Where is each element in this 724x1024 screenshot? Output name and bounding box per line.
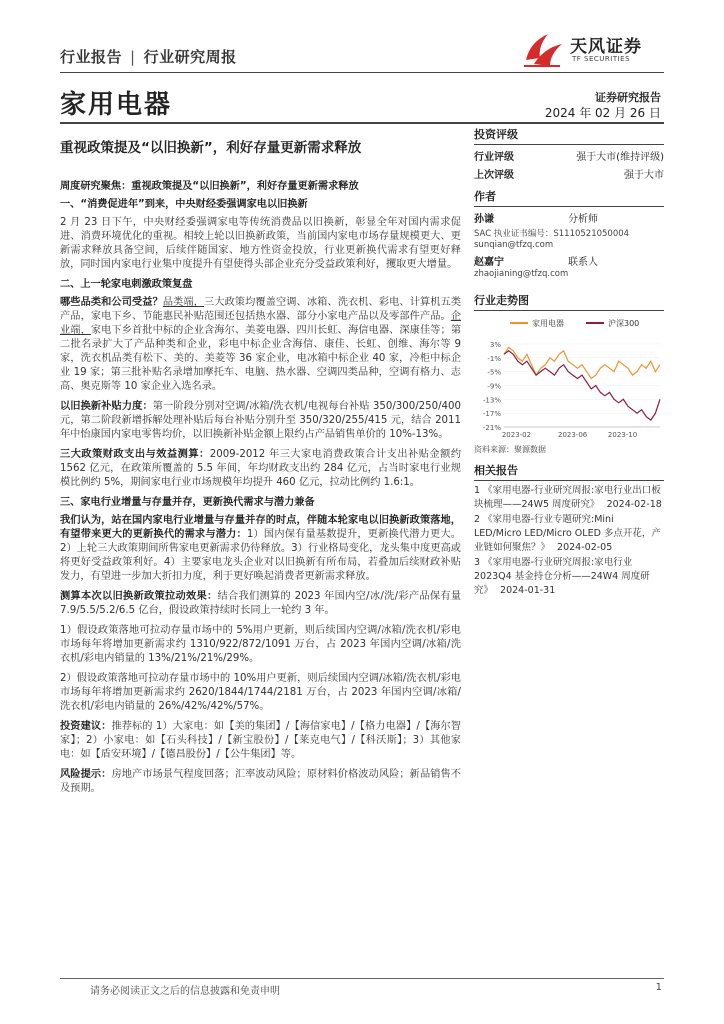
y-tick-label: -17%: [482, 410, 501, 419]
rating-value: 强于大市(维持评级): [576, 152, 664, 163]
company-logo: [520, 28, 664, 74]
related-item[interactable]: [474, 556, 664, 598]
paragraph-3: [60, 400, 461, 442]
paragraph-5-text: 1）国内保有量基数提升，更新换代潜力更大。2）上轮三大政策期间所售家电更新需求仍待释放。3）行业格局变化，龙头集中度更高或将更好受益政策利好。4）主要家电龙头企业对以旧换新有所布局，若叠加后续财政补贴发力，有望进一步加大折扣力度，利于更好唤起消费者更新需求释放。: [60, 529, 461, 582]
paragraph-3-text: 第一阶段分别对空调/冰箱/洗衣机/电视每台补贴 350/300/250/400 元，第二阶段新增拆解处理补贴后每台补贴分别升至 350/320/255/415 元，结合 2011 年中怡康国内家电零售均价，以旧换新补贴金额上限约占产品销售单价的 10%-13%。: [60, 401, 461, 440]
paragraph-6: [60, 590, 461, 618]
author-name: 孙谦: [474, 214, 494, 225]
rating-label: 上次评级: [474, 170, 514, 181]
paragraph-2-term-2: 企业端，: [60, 311, 461, 336]
page-number: 1: [655, 982, 662, 993]
author-email[interactable]: sunqian@tfzq.com: [474, 240, 554, 250]
y-tick-label: 3%: [489, 340, 501, 349]
related-item-date: 2024-02-18: [606, 499, 662, 510]
legend-label: 沪深300: [608, 319, 640, 328]
paragraph-5-lead: 我们认为，站在国内家电行业增量与存量并存的时点，伴随本轮家电以旧换新政策落地，有望带来更大的更新换代的需求与潜力：: [60, 515, 461, 540]
paragraph-4-text: 2009-2012 年三大家电消费政策合计支出补贴金额约 1562 亿元，在政策所覆盖的 5.5 年间，年均财政支出约 284 亿元，占当时家电行业规模比例约 5%，期间家电行业市场规模年均提升 460 亿元，拉动比例约 1.6:1。: [60, 449, 462, 488]
y-tick-label: -21%: [482, 424, 501, 432]
author-email[interactable]: zhaojianing@tfzq.com: [474, 269, 569, 279]
author-row: [474, 210, 664, 225]
paragraph-10-lead: 风险提示：: [60, 769, 112, 780]
footer-disclaimer: 请务必阅读正文之后的信息披露和免责申明: [90, 986, 280, 997]
related-item-date: 2024-01-31: [500, 585, 556, 596]
rating-row: [474, 166, 664, 181]
section-3-heading: 三、家电行业增量与存量并存，更新换代需求与潜力兼备: [60, 497, 315, 508]
logo-text-en: TF SECURITIES: [572, 55, 631, 63]
category-label: 行业报告: [60, 48, 123, 66]
y-tick-label: -1%: [487, 354, 501, 363]
author-role: 分析师: [568, 214, 598, 225]
paragraph-5: [60, 514, 461, 584]
x-tick-label: 2023-10: [607, 431, 638, 439]
rating-value: 强于大市: [624, 170, 664, 181]
paragraph-2-text-2: 家电下乡首批中标的企业含海尔、美菱电器、四川长虹、海信电器、深康佳等；第二批名录扩大了产品种类和企业，彩电中标企业含海信、康佳、长虹、创维、海尔等 9 家，洗衣机品类有松下、美的、美菱等 36 家企业，电冰箱中标企业 40 家，冷柜中标企业 19 家；第三批补贴名录增加摩托车、电脑、热水器、空调四类品种，空调有格力、志高、奥克斯等 10 家企业入选名录。: [60, 325, 462, 392]
authors-title: 作者: [474, 190, 496, 203]
footer-divider: [60, 978, 664, 979]
related-item-text: 1 《家用电器-行业研究周报:家电行业出口板块梳理——24W5 周度研究》: [474, 485, 661, 510]
related-item-text: 3 《家用电器-行业研究周报:家电行业2023Q4 基金持仓分析——24W4 周度研究》: [474, 557, 650, 596]
paragraph-6-text: 结合我们测算的 2023 年国内空/冰/洗/彩产品保有量 7.9/5.5/5.2/6.5 亿台，假设政策持续时长同上一轮约 3 年。: [60, 591, 462, 616]
logo-emblem-icon: [520, 28, 566, 70]
paragraph-4-lead: 三大政策财政支出与效益测算：: [60, 449, 210, 460]
x-tick-label: 2023-02: [501, 431, 532, 439]
author-cert: SAC 执业证书编号：S1110521050004: [474, 229, 630, 239]
authors-section: [474, 188, 664, 279]
paragraph-7: 1）假设政策落地可拉动存量市场中的 5%用户更新，则后续国内空调/冰箱/洗衣机/彩电市场每年将增加更新需求约 1310/922/872/1091 万台，占 2023 年国内空调/冰箱/洗衣机/彩电内销量的 13%/21%/21%/29%。: [60, 625, 461, 664]
paragraph-1: 2 月 23 日下午，中央财经委强调家电等传统消费品以旧换新，彰显全年对国内需求促进、消费环境优化的重视。相较上轮以旧换新政策，当前国内家电市场存量规模更大、更新需求释放具备空间，后续伴随国家、地方性资金投放，行业更新换代需求有望更好释放，同时国内家电行业集中度提升有望使得头部企业充分受益政策利好，攫取更大增量。: [60, 217, 461, 270]
paragraph-4: [60, 448, 461, 490]
trend-title: 行业走势图: [474, 294, 529, 307]
rating-title: 投资评级: [474, 128, 518, 141]
paragraph-9-lead: 投资建议：: [60, 721, 112, 732]
y-tick-label: -9%: [487, 382, 501, 391]
paragraph-10-text: 房地产市场景气程度回落；汇率波动风险；原材料价格波动风险；新品销售不及预期。: [60, 769, 462, 794]
paragraph-3-lead: 以旧换新补贴力度：: [60, 401, 153, 412]
related-section: [474, 462, 664, 598]
author-name: 赵嘉宁: [474, 257, 504, 268]
header-divider: [60, 122, 664, 124]
legend-label: 家用电器: [532, 319, 564, 328]
focus-heading: 周度研究聚焦：重视政策提及“以旧换新”，利好存量更新需求释放: [60, 181, 359, 192]
rating-row: [474, 148, 664, 163]
section-1-heading: 一、“消费促进年”到来，中央财经委强调家电以旧换新: [60, 199, 308, 210]
sub-category-label: 行业研究周报: [143, 48, 237, 66]
paragraph-10: [60, 768, 461, 796]
author-role: 联系人: [568, 257, 598, 268]
paragraph-6-lead: 测算本次以旧换新政策拉动效果：: [60, 591, 218, 602]
related-item-text: 2 《家用电器-行业专题研究:Mini LED/Micro LED/Micro OLED 多点开花，产业链如何聚焦？》: [474, 514, 661, 553]
trend-divider: [474, 310, 664, 311]
rating-divider: [474, 144, 664, 145]
x-tick-label: 2023-06: [558, 431, 588, 439]
y-tick-label: -5%: [487, 368, 501, 377]
related-item-date: 2024-02-05: [557, 542, 613, 553]
paragraph-9: [60, 720, 461, 762]
trend-chart: [474, 315, 664, 443]
related-divider: [474, 480, 664, 481]
paragraph-2-term-1: 品类端，: [162, 297, 204, 308]
report-headline: 重视政策提及“以旧换新”，利好存量更新需求释放: [60, 140, 362, 156]
paragraph-2: [60, 296, 461, 394]
industry-title: 家用电器: [60, 90, 173, 120]
rating-section: [474, 126, 664, 181]
paragraph-2-text-1: 三大政策均覆盖空调、冰箱、洗衣机、彩电、计算机五类产品，家电下乡、节能惠民补贴范围还包括热水器、部分小家电产品以及零部件产品。: [60, 297, 462, 322]
paragraph-8: 2）假设政策落地可拉动存量市场中的 10%用户更新，则后续国内空调/冰箱/洗衣机/彩电市场每年将增加更新需求约 2620/1844/1744/2181 万台，占 2023 年国内空调/冰箱/洗衣机/彩电内销量的 26%/42%/42%/57%。: [60, 673, 461, 712]
rating-label: 行业评级: [474, 152, 514, 163]
top-divider: [60, 72, 664, 73]
main-body: [60, 180, 461, 802]
report-type: 证券研究报告: [595, 91, 661, 104]
paragraph-9-text: 推荐标的 1）大家电：如【美的集团】/【海信家电】/【格力电器】/【海尔智家】；2）小家电：如【石头科技】/【新宝股份】/【莱克电气】/【科沃斯】；3）其他家电：如【盾安环境】/【德昌股份】/【公牛集团】等。: [60, 721, 462, 760]
author-row: [474, 253, 664, 268]
logo-text-cn: 天风证券: [570, 37, 642, 57]
related-item[interactable]: [474, 513, 664, 555]
related-item[interactable]: [474, 484, 664, 512]
y-tick-label: -13%: [482, 396, 501, 405]
report-date: 2024 年 02 月 26 日: [544, 106, 661, 120]
authors-divider: [474, 206, 664, 207]
report-category: [60, 46, 237, 67]
trend-section: [474, 292, 664, 455]
related-title: 相关报告: [474, 464, 518, 477]
category-separator: |: [130, 48, 136, 66]
section-2-heading: 二、上一轮家电刺激政策复盘: [60, 279, 193, 290]
paragraph-2-lead: 哪些品类和公司受益？: [60, 297, 163, 308]
trend-source: 资料来源：聚源数据: [474, 445, 546, 454]
